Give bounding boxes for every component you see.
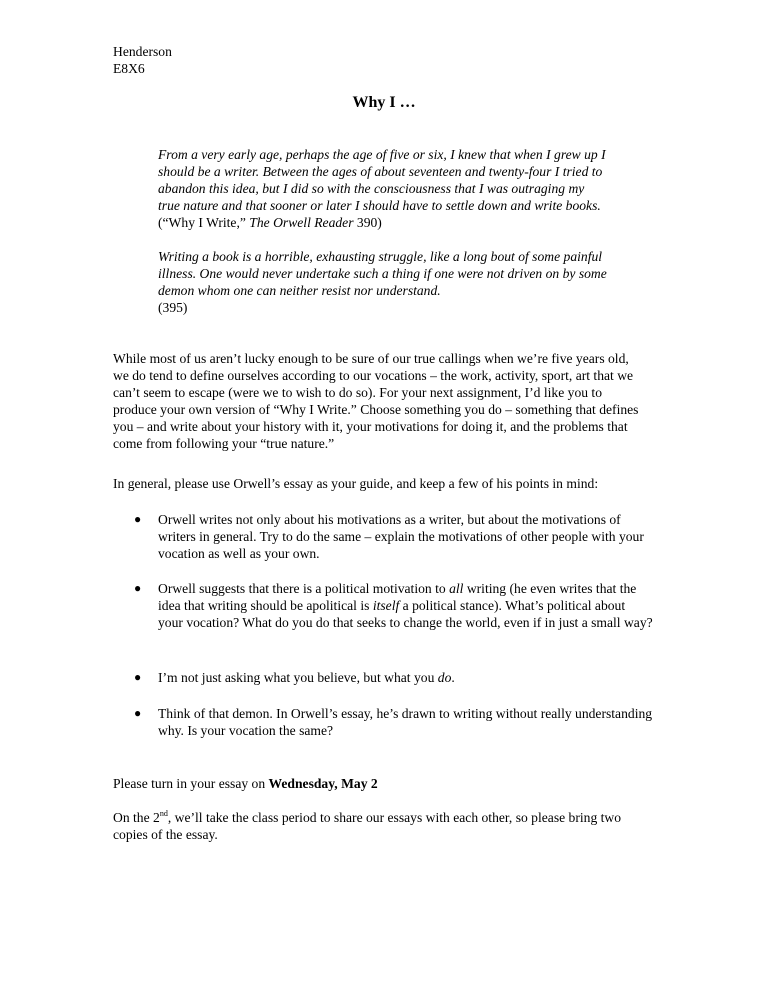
bullet-item-motivations: ● Orwell writes not only about his motivations as a writer, but about the motivations of writers in general. Try to do the same – explain the motivations of other people with your vocation as well as your own.: [134, 512, 644, 561]
bullet-list: [113, 511, 653, 562]
quote-2-text: Writing a book is a horrible, exhausting struggle, like a long bout of some painful illness. One would never undertake such a thing if one were not driven on by some demon whom one can neither resist nor understand.: [158, 249, 607, 298]
due-date-paragraph: Please turn in your essay on Wednesday, May 2: [113, 776, 378, 791]
document-header: [113, 43, 172, 77]
sharing-paragraph: On the 2nd, we’ll take the class period to share our essays with each other, so please bring two copies of the essay.: [113, 809, 622, 842]
bullet-icon: ●: [134, 581, 142, 595]
bullet-icon: ●: [134, 670, 142, 684]
author-name: Henderson: [113, 44, 172, 59]
general-guidance-paragraph: In general, please use Orwell’s essay as your guide, and keep a few of his points in mind:: [113, 476, 599, 491]
bullet-icon: ●: [134, 512, 142, 526]
bullet-item-political: ● Orwell suggests that there is a political motivation to all writing (he even writes that the idea that writing should be apolitical is itself a political stance). What’s political about your vocation? What do you do that seeks to change the world, even if in just a small way?: [134, 581, 653, 630]
due-date: Wednesday, May 2: [268, 776, 378, 791]
quote-1-text: From a very early age, perhaps the age of five or six, I knew that when I grew up I should be a writer. Between the ages of about seventeen and twenty-four I tried to abandon this idea, but I did so with the consciousness that I was outraging my true nature and that sooner or later I should have to settle down and write books.: [158, 147, 606, 213]
bullet-item-demon: ● Think of that demon. In Orwell’s essay, he’s drawn to writing without really understanding why. Is your vocation the same?: [134, 706, 653, 738]
class-code: E8X6: [113, 61, 145, 76]
bullet-list: [113, 705, 653, 739]
quote-1-citation: (“Why I Write,” The Orwell Reader 390): [158, 215, 382, 230]
citation-book-title: The Orwell Reader: [249, 215, 354, 230]
intro-paragraph: While most of us aren’t lucky enough to be sure of our true callings when we’re five years old, we do tend to define ourselves according to our vocations – the work, activity, sport, art that we can’t seem to escape (were we to wish to do so). For your next assignment, I’d like you to produce your own version of “Why I Write.” Choose something you do – something that defines you – and write about your history with it, your motivations for doing it, and the problems that come from following your “true nature.”: [113, 351, 639, 451]
quote-2-citation: (395): [158, 300, 188, 315]
bullet-item-believe-do: ● I’m not just asking what you believe, but what you do.: [134, 670, 455, 685]
bullet-list: [113, 669, 653, 686]
bullet-icon: ●: [134, 706, 142, 720]
block-quote-1: [158, 146, 608, 231]
quote-1-paragraph: [158, 146, 608, 231]
quote-2-paragraph: [158, 248, 608, 316]
bullet-list: [113, 580, 653, 631]
document-title: Why I …: [352, 94, 416, 111]
block-quote-2: [158, 248, 608, 316]
